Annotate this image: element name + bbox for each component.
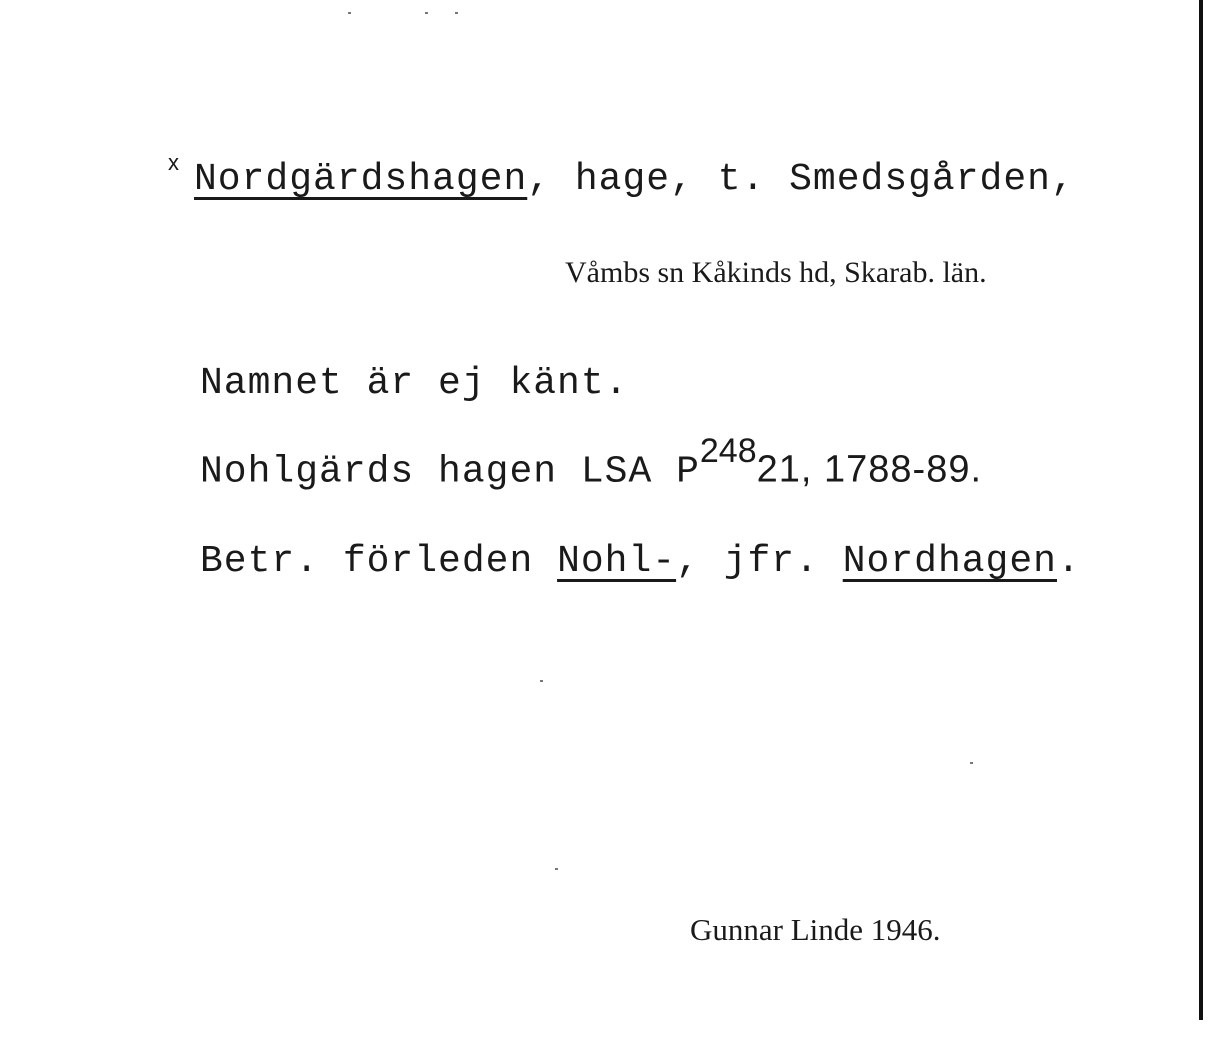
speck <box>455 12 458 14</box>
source-line <box>200 432 983 494</box>
headword-suffix: , hage, t. Smedsgården, <box>527 158 1075 201</box>
reference-line <box>200 540 1081 583</box>
card-edge <box>1199 0 1203 1020</box>
source-suffix: 21, 1788-89. <box>756 448 983 491</box>
cross-mark: x <box>168 150 179 175</box>
signature: Gunnar Linde 1946. <box>690 912 941 947</box>
reference-link-nordhagen: Nordhagen <box>842 540 1057 583</box>
source-superscript: 248 <box>699 432 757 470</box>
reference-link-nohl: Nohl- <box>557 540 677 583</box>
speck <box>425 12 428 14</box>
speck <box>540 680 543 682</box>
headword-line <box>194 158 1075 201</box>
reference-middle: , jfr. <box>676 540 843 583</box>
reference-prefix: Betr. förleden <box>200 540 558 583</box>
headword: Nordgärdshagen <box>194 158 528 201</box>
source-prefix: Nohlgärds hagen LSA P <box>200 450 700 494</box>
speck <box>555 868 558 870</box>
speck <box>348 12 351 14</box>
place-line: Våmbs sn Kåkinds hd, Skarab. län. <box>565 256 987 289</box>
name-unknown-line: Namnet är ej känt. <box>200 362 629 405</box>
speck <box>970 762 973 764</box>
reference-end: . <box>1056 540 1081 583</box>
